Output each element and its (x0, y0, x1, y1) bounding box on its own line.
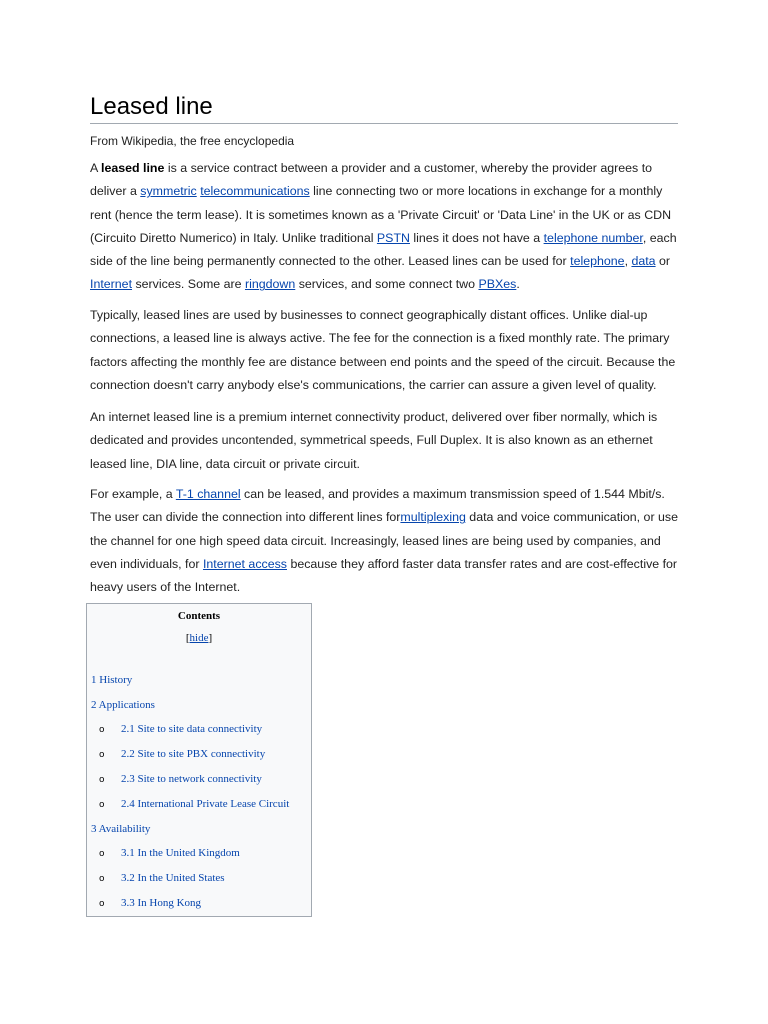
example-paragraph (90, 483, 680, 599)
bullet-icon: o (99, 750, 105, 760)
link-internet-access[interactable]: Internet access (202, 556, 287, 571)
page-title: Leased line (90, 91, 678, 124)
toc-bracket: ] (208, 632, 213, 644)
bullet-icon: o (99, 874, 105, 884)
bullet-icon: o (99, 725, 105, 735)
toc-item-label[interactable]: 3 Availability (91, 823, 151, 835)
toc-item-applications[interactable] (91, 699, 155, 711)
internet-leased-line-paragraph: An internet leased line is a premium internet connectivity product, delivered over fiber normally, which is dedicated and provides uncontended, symmetrical speeds, Full Duplex. It is also known as an ethernet leased line, DIA line, data circuit or private circuit. (90, 410, 658, 471)
toc-bracket: [ (185, 632, 190, 644)
text-run: line connecting two or more locations in exchange for a monthly rent (hence the term lease). It is sometimes known as a 'Private Circuit' or 'Data Line' in the UK or as CDN (Circuito Diretto Numerico) in Italy. Unlike traditional (90, 184, 672, 245)
toc-item-site-to-site-data[interactable] (99, 723, 262, 735)
toc-hide-control (87, 632, 311, 644)
toc-item-history[interactable] (91, 674, 132, 686)
text-run: data and voice communication, or use the channel for one high speed data circuit. Increasingly, leased lines are being used by companies, and even individuals, for (90, 510, 678, 571)
bold-term: leased line (101, 161, 165, 175)
toc-item-label[interactable]: 2.3 Site to network connectivity (121, 773, 262, 785)
link-telephone-number[interactable]: telephone number (543, 230, 643, 245)
text-run: , each side of the line being permanently connected to the other. Leased lines can be used for (90, 230, 677, 269)
link-t1-channel[interactable]: T-1 channel (175, 487, 241, 501)
text-run: For example, a (90, 487, 176, 501)
text-run: lines it does not have a (409, 230, 544, 245)
link-pstn[interactable]: PSTN (376, 230, 410, 245)
bullet-icon: o (99, 775, 105, 785)
text-run: , (624, 254, 632, 269)
toc-item-site-to-network[interactable] (99, 773, 262, 785)
toc-item-hong-kong[interactable] (99, 897, 201, 909)
bullet-icon: o (99, 899, 105, 909)
toc-item-label[interactable]: 3.3 In Hong Kong (121, 897, 202, 909)
link-pbxes[interactable]: PBXes (478, 277, 517, 292)
toc-item-label[interactable]: 2 Applications (91, 699, 155, 711)
text-run: A (90, 161, 102, 175)
intro-paragraph (90, 157, 680, 297)
link-internet[interactable]: Internet (90, 277, 133, 292)
toc-item-us[interactable] (99, 872, 225, 884)
text-run: because they afford faster data transfer rates and are cost-effective for heavy users of the Internet. (90, 556, 678, 595)
table-of-contents (86, 603, 312, 917)
toc-item-label[interactable]: 2.1 Site to site data connectivity (121, 723, 263, 735)
link-multiplexing[interactable]: multiplexing (400, 510, 466, 525)
text-run: can be leased, and provides a maximum transmission speed of 1.544 Mbit/s. The user can divide the connection into different lines for (90, 487, 665, 525)
site-tagline: From Wikipedia, the free encyclopedia (90, 134, 295, 148)
toc-item-label[interactable]: 3.2 In the United States (121, 872, 225, 884)
toc-item-availability[interactable] (91, 823, 150, 835)
toc-item-site-to-site-pbx[interactable] (99, 748, 265, 760)
bullet-icon: o (99, 849, 105, 859)
toc-hide-link[interactable]: hide (189, 632, 209, 644)
toc-item-label[interactable]: 2.2 Site to site PBX connectivity (121, 748, 266, 760)
link-ringdown[interactable]: ringdown (244, 277, 296, 292)
text-run: . (516, 277, 520, 292)
toc-item-label[interactable]: 2.4 International Private Lease Circuit (121, 798, 290, 810)
text-run: services. Some are (132, 277, 245, 292)
toc-title: Contents (177, 610, 221, 622)
toc-item-label[interactable]: 3.1 In the United Kingdom (121, 847, 240, 859)
link-data[interactable]: data (631, 254, 656, 269)
text-run: is a service contract between a provider and a customer, whereby the provider agrees to deliver a (90, 161, 653, 199)
toc-item-international-plc[interactable] (99, 798, 289, 810)
toc-item-uk[interactable] (99, 847, 240, 859)
text-run: services, and some connect two (295, 277, 479, 292)
link-telephone[interactable]: telephone (570, 254, 625, 269)
text-run: or (655, 254, 671, 269)
bullet-icon: o (99, 800, 105, 810)
usage-paragraph: Typically, leased lines are used by businesses to connect geographically distant offices. Unlike dial-up connections, a leased line is always active. The fee for the connection is a fixed monthly rate. The primary factors affecting the monthly fee are distance between end points and the speed of the circuit. Because the connection doesn't carry anybody else's communications, the carrier can assure a given level of quality. (90, 308, 676, 392)
toc-item-label[interactable]: 1 History (91, 674, 133, 686)
link-telecommunications[interactable]: telecommunications (200, 184, 310, 199)
link-symmetric[interactable]: symmetric (140, 184, 197, 199)
